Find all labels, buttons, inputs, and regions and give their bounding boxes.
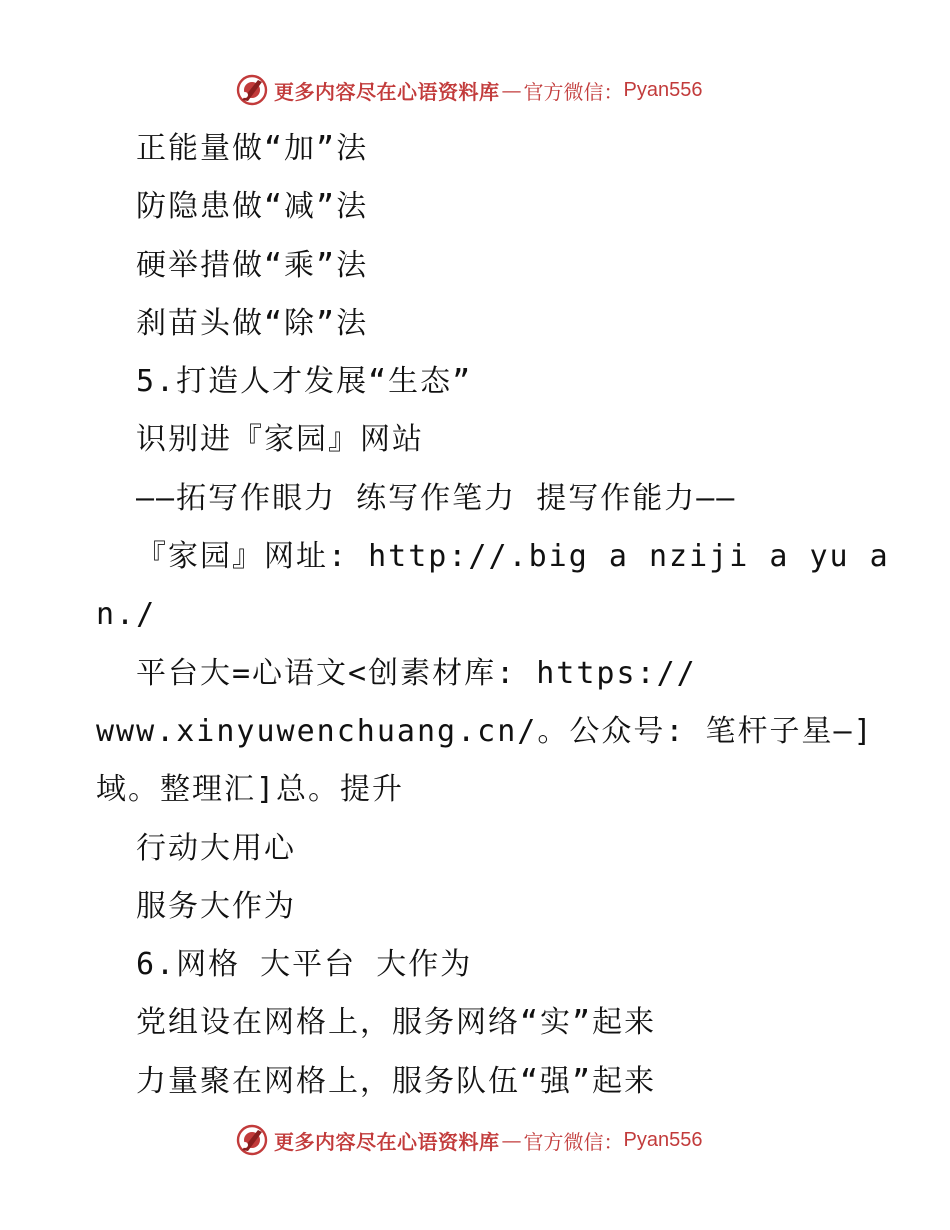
text-line: 『家园』网址: http://.big a nziji a yu a	[136, 539, 890, 575]
header-promo-text: 更多内容尽在心语资料库	[274, 79, 500, 104]
footer-separator: —	[501, 1128, 522, 1152]
text-line: 刹苗头做“除”法	[136, 305, 369, 341]
footer-wechat-account: Pyan556	[623, 1128, 703, 1151]
header-separator: —	[501, 78, 522, 102]
footer-banner	[236, 1123, 756, 1157]
text-line: 党组设在网格上，服务网络“实”起来	[136, 1005, 657, 1041]
text-line: 域。整理汇]总。提升	[96, 772, 405, 808]
header-wechat-account: Pyan556	[623, 78, 703, 101]
footer-wechat-label: 官方微信：	[523, 1129, 624, 1154]
quill-logo-icon	[236, 74, 268, 106]
footer-promo-text: 更多内容尽在心语资料库	[274, 1129, 500, 1154]
text-line: 正能量做“加”法	[136, 131, 369, 166]
quill-logo-icon	[236, 1124, 268, 1156]
text-line: 行动大用心	[136, 830, 296, 866]
text-line: n./	[96, 597, 157, 633]
section-heading: 5.打造人才发展“生态”	[136, 364, 473, 400]
text-line: 力量聚在网格上，服务队伍“强”起来	[136, 1063, 657, 1099]
text-line: 识别进『家园』网站	[136, 422, 424, 458]
text-line: 防隐患做“减”法	[136, 189, 369, 225]
text-line: www.xinyuwenchuang.cn/。公众号: 笔杆子星—]	[96, 713, 874, 749]
text-line: 硬举措做“乘”法	[136, 247, 369, 283]
text-line: ——拓写作眼力 练写作笔力 提写作能力——	[136, 480, 737, 516]
header-wechat-label: 官方微信：	[523, 79, 624, 104]
body-text	[96, 120, 890, 1111]
text-line: 平台大=心语文<创素材库: https://	[136, 655, 697, 691]
section-heading: 6.网格 大平台 大作为	[136, 947, 473, 983]
text-line: 服务大作为	[136, 888, 296, 924]
header-banner	[236, 73, 756, 107]
